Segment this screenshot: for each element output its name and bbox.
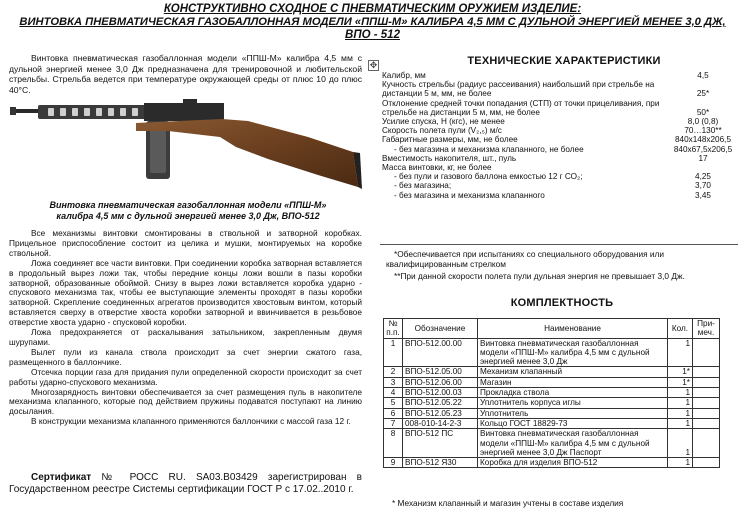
table-row	[384, 388, 720, 398]
cell-note	[693, 398, 720, 408]
cell-num: 7	[384, 418, 403, 428]
cell-code: ВПО-512.05.22	[403, 398, 478, 408]
cell-note	[693, 377, 720, 387]
cell-note	[693, 408, 720, 418]
spec-value: 8,0 (0,8)	[687, 117, 719, 127]
table-row	[384, 338, 720, 367]
certificate-label: Сертификат	[31, 472, 92, 483]
cell-code: ВПО-512.05.00	[403, 367, 478, 377]
description-paragraph: Многозарядность винтовки обеспечивается за счет размещения пуль в накопителе механизма клапанного, которые под действием пружины подаватся поступают на линию досылания.	[9, 386, 362, 417]
cell-qty: 1	[668, 418, 693, 428]
cell-qty: 1	[668, 338, 693, 367]
spec-label: Габаритные размеры, мм, не более	[382, 135, 518, 145]
cell-name: Магазин	[478, 377, 668, 387]
cell-num: 8	[384, 429, 403, 458]
table-row	[384, 398, 720, 408]
header-line-1: КОНСТРУКТИВНО СХОДНОЕ С ПНЕВМАТИЧЕСКИМ ОРУЖИЕМ ИЗДЕЛИЕ:	[163, 3, 582, 15]
cell-name: Коробка для изделия ВПО-512	[478, 458, 668, 468]
spec-label: - без пули и газового баллона емкостью 12 г СО₂;	[394, 172, 583, 182]
spec-label: - без магазина и механизма клапанного	[394, 190, 545, 200]
description-paragraph: Отсечка порции газа для придания пули определенной скорости происходит за счет работы ударно-спускового механизма.	[9, 366, 362, 387]
spec-value: 4,25	[695, 172, 711, 182]
description-paragraph: Вылет пули из канала ствола происходит за счет энергии сжатого газа, размещенного в баллончике.	[9, 346, 362, 367]
header-line-3: ВПО - 512	[345, 29, 400, 41]
cell-num: 6	[384, 408, 403, 418]
cell-name: Винтовка пневматическая газобаллонная модели «ППШ-М» калибра 4,5 мм с дульной энергией менее 3,0 Дж Паспорт	[478, 429, 668, 458]
certificate-text: зарегистрирован в Государственном реестре Системы сертификации ГОСТ Р с 17.02..2010 г.	[9, 472, 362, 495]
cell-qty: 1*	[668, 377, 693, 387]
certificate-number: № РОСС RU. SA03.B03429	[101, 472, 258, 483]
description-paragraph: Ложа предохраняется от раскалывания затыльником, закрепленным двумя шурупами.	[9, 327, 362, 347]
spec-value: 840х67,5х206,5	[673, 144, 733, 154]
table-row	[380, 71, 740, 80]
spec-value: 17	[698, 153, 708, 163]
spec-label: Масса винтовки, кг, не более	[382, 163, 492, 173]
table-row	[380, 181, 740, 190]
cell-name: Прокладка ствола	[478, 388, 668, 398]
column-header-code: Обозначение	[403, 319, 478, 339]
certificate	[9, 472, 362, 495]
rifle-illustration	[8, 97, 365, 197]
kit-title: КОМПЛЕКТНОСТЬ	[510, 297, 614, 309]
table-row	[380, 145, 740, 154]
table-row	[380, 99, 740, 117]
cell-qty: 1	[668, 458, 693, 468]
cell-num: 4	[384, 388, 403, 398]
header-line-2: ВИНТОВКА ПНЕВМАТИЧЕСКАЯ ГАЗОБАЛЛОННАЯ МОДЕЛИ «ППШ-М» КАЛИБРА 4,5 ММ С ДУЛЬНОЙ ЭНЕРГИЕЙ МЕНЕЕ 3,0 ДЖ,	[19, 16, 726, 28]
spec-value: 50*	[696, 107, 710, 117]
table-row	[384, 458, 720, 468]
cell-num: 9	[384, 458, 403, 468]
cell-num: 5	[384, 398, 403, 408]
rifle-caption: Винтовка пневматическая газобаллонная модели «ППШ-М» калибра 4,5 мм с дульной энергией менее 3,0 Дж, ВПО-512	[49, 200, 327, 221]
description-paragraph: В конструкции механизма клапанного применяются баллончики с массой газа 12 г.	[31, 416, 351, 427]
specs-note-2: **При данной скорости полета пули дульная энергия не превышает 3,0 Дж.	[394, 271, 685, 281]
table-row	[380, 172, 740, 181]
cell-code: ВПО-512 Я30	[403, 458, 478, 468]
cell-name: Механизм клапанный	[478, 367, 668, 377]
spec-label: - без магазина и механизма клапанного, не более	[394, 144, 584, 154]
cell-note	[693, 388, 720, 398]
cell-note	[693, 429, 720, 458]
intro-paragraph: Винтовка пневматическая газобаллонная модели «ППШ-М» калибра 4,5 мм с дульной энергией менее 3,0 Дж предназначена для тренировочной и любительской стрельбы. Стрельба ведется при температуре окружающей среды от плюс 10 до плюс 40°С.	[9, 53, 362, 95]
move-handle-icon[interactable]: ✥	[369, 60, 378, 70]
cell-qty: 1*	[668, 367, 693, 377]
table-row	[384, 429, 720, 458]
cell-name: Кольцо ГОСТ 18829-73	[478, 418, 668, 428]
table-row	[384, 418, 720, 428]
specs-note-1: *Обеспечивается при испытаниях со специального оборудования или квалифицированным стрелком	[386, 249, 665, 269]
cell-name: Уплотнитель	[478, 408, 668, 418]
cell-qty: 1	[668, 408, 693, 418]
table-row	[384, 408, 720, 418]
table-row	[384, 367, 720, 377]
spec-value: 3,70	[695, 181, 711, 191]
spec-value: 4,5	[697, 71, 709, 80]
cell-note	[693, 367, 720, 377]
table-row	[380, 117, 740, 126]
cell-code: ВПО-512.06.00	[403, 377, 478, 387]
rifle-image	[8, 97, 365, 197]
table-row	[380, 163, 740, 172]
cell-note	[693, 338, 720, 367]
cell-qty: 1	[668, 388, 693, 398]
table-row	[380, 191, 740, 200]
specs-table	[380, 71, 740, 200]
specs-divider	[380, 244, 738, 245]
cell-code: ВПО-512 ПС	[403, 429, 478, 458]
spec-label: Калибр, мм	[382, 71, 426, 80]
cell-code: 008-010-14-2-3	[403, 418, 478, 428]
spec-label: Кучность стрельбы (радиус рассеивания) наибольший при стрельбе на дистанции 5 м, мм, не более	[382, 80, 655, 99]
column-header-qty: Кол.	[668, 319, 693, 339]
table-row	[380, 154, 740, 163]
kit-footnote: * Механизм клапанный и магазин учтены в составе изделия	[392, 498, 624, 508]
spec-value: 3,45	[695, 190, 711, 200]
cell-code: ВПО-512.05.23	[403, 408, 478, 418]
column-header-num: № п.п.	[384, 319, 403, 339]
spec-label: Вместимость накопителя, шт., пуль	[382, 153, 517, 163]
cell-code: ВПО-512.00.00	[403, 338, 478, 367]
spec-label: Усилие спуска, Н (кгс), не менее	[382, 117, 505, 127]
table-row	[380, 135, 740, 144]
column-header-name: Наименование	[478, 319, 668, 339]
cell-note	[693, 418, 720, 428]
cell-name: Уплотнитель корпуса иглы	[478, 398, 668, 408]
spec-value: 70…130**	[684, 126, 722, 136]
cell-note	[693, 458, 720, 468]
spec-value	[666, 163, 740, 172]
spec-label: Скорость полета пули (V₂,₅) м/с	[382, 126, 502, 136]
cell-name: Винтовка пневматическая газобаллонная модели «ППШ-М» калибра 4,5 мм с дульной энергией менее 3,0 Дж	[478, 338, 668, 367]
table-header-row	[384, 319, 720, 339]
cell-num: 3	[384, 377, 403, 387]
cell-code: ВПО-512.00.03	[403, 388, 478, 398]
description	[9, 229, 362, 427]
spec-value: 25*	[696, 89, 710, 99]
table-row	[380, 126, 740, 135]
description-paragraph: Все механизмы винтовки смонтированы в ствольной и затворной коробках. Прицельное приспособление состоит из целика и мушки, монтируемых на коробке ствольной.	[9, 228, 362, 258]
table-row	[384, 377, 720, 387]
cell-num: 2	[384, 367, 403, 377]
specs-title: ТЕХНИЧЕСКИЕ ХАРАКТЕРИСТИКИ	[467, 55, 661, 67]
spec-value: 840х148х206,5	[675, 135, 731, 145]
table-row	[380, 80, 740, 98]
column-header-note: При-меч.	[693, 319, 720, 339]
spec-label: - без магазина;	[394, 181, 452, 191]
kit-table	[383, 318, 720, 468]
cell-qty: 1	[668, 429, 693, 458]
spec-label: Отклонение средней точки попадания (СТП) от точки прицеливания, при стрельбе на дистанции 5 м, мм, не более	[382, 98, 660, 117]
cell-num: 1	[384, 338, 403, 367]
description-paragraph: Ложа соединяет все части винтовки. При соединении коробка затворная вставляется в продольный вырез ложи так, чтобы передние концы ложи вошли в пазы коробки затворной, образованные обоймой. Снизу в вырез ложи вставляется коробка ударно - спускового механизма так, чтобы ее выступающие элементы проходят в пазы коробки затворной. Скрепление соединенных агрегатов производится хвостовым винтом, который вставляется сверху в отверстие хвоста коробки затворной и ввинчивается в резьбовое отверстие хвоста ударно - спусковой коробки.	[9, 257, 362, 328]
cell-qty: 1	[668, 398, 693, 408]
